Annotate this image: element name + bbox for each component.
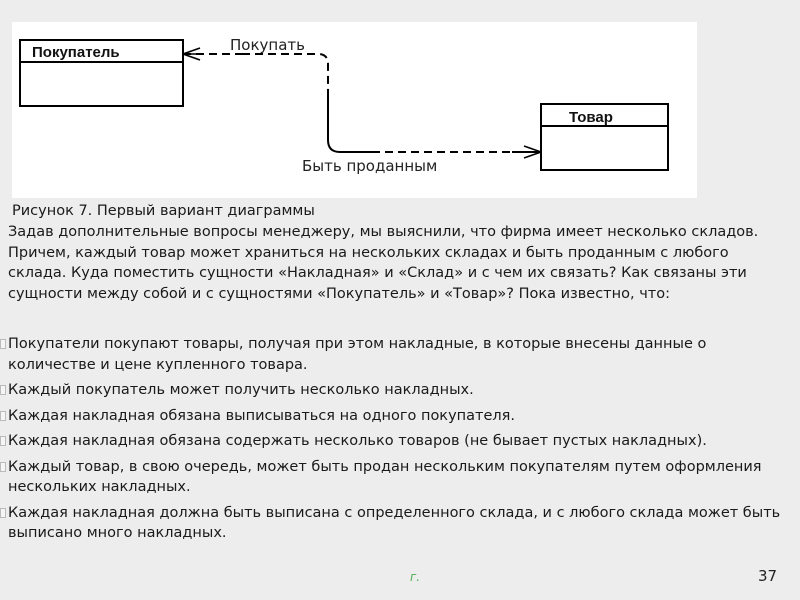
list-item bbox=[0, 380, 792, 401]
crows-foot-buyer bbox=[183, 48, 200, 60]
bullet-marker bbox=[0, 339, 6, 349]
entity-buyer-title: Покупатель bbox=[32, 44, 120, 61]
relationship-label-buy: Покупать bbox=[230, 36, 305, 54]
page-number: 37 bbox=[758, 567, 778, 585]
bullet-marker bbox=[0, 436, 6, 446]
list-item bbox=[0, 406, 792, 427]
facts-list bbox=[0, 334, 792, 549]
footer-mark: г. bbox=[410, 570, 421, 584]
crows-foot-product bbox=[524, 146, 541, 158]
intro-paragraph: Задав дополнительные вопросы менеджеру, мы выяснили, что фирма имеет несколько складов. Причем, каждый товар может храниться на нескольких складах и быть проданным с любого склада. Куда поместить сущности «Накладная» и «Склад» и с чем их связать? Как связаны эти сущности между собой и с сущностями «Покупатель» и «Товар»? Пока известно, что: bbox=[8, 224, 759, 302]
entity-product bbox=[541, 104, 668, 170]
list-item-text: Покупатели покупают товары, получая при этом накладные, в которые внесены данные о количестве и цене купленного товара. bbox=[8, 336, 707, 373]
list-item-text: Каждая накладная обязана выписываться на одного покупателя. bbox=[8, 407, 515, 424]
bullet-marker bbox=[0, 385, 6, 395]
er-diagram bbox=[12, 22, 697, 198]
bullet-marker bbox=[0, 508, 6, 518]
bullet-marker bbox=[0, 411, 6, 421]
list-item-text: Каждый товар, в свою очередь, может быть продан нескольким покупателям путем оформления нескольких накладных. bbox=[8, 458, 762, 495]
er-diagram-canvas bbox=[12, 22, 697, 198]
list-item-text: Каждый покупатель может получить несколько накладных. bbox=[8, 382, 474, 398]
list-item bbox=[0, 503, 792, 544]
entity-buyer bbox=[20, 40, 183, 106]
bullet-marker bbox=[0, 462, 6, 472]
entity-product-title: Товар bbox=[569, 109, 613, 126]
list-item bbox=[0, 334, 792, 375]
list-item-text: Каждая накладная обязана содержать несколько товаров (не бывает пустых накладных). bbox=[8, 433, 707, 449]
figure-caption: Рисунок 7. Первый вариант диаграммы bbox=[12, 203, 315, 219]
list-item bbox=[0, 457, 792, 498]
relationship-label-be-sold: Быть проданным bbox=[302, 157, 438, 175]
list-item-text: Каждая накладная должна быть выписана с определенного склада, и с любого склада может быть выписано много накладных. bbox=[8, 504, 781, 541]
relationship-line bbox=[183, 54, 541, 152]
list-item bbox=[0, 431, 792, 452]
